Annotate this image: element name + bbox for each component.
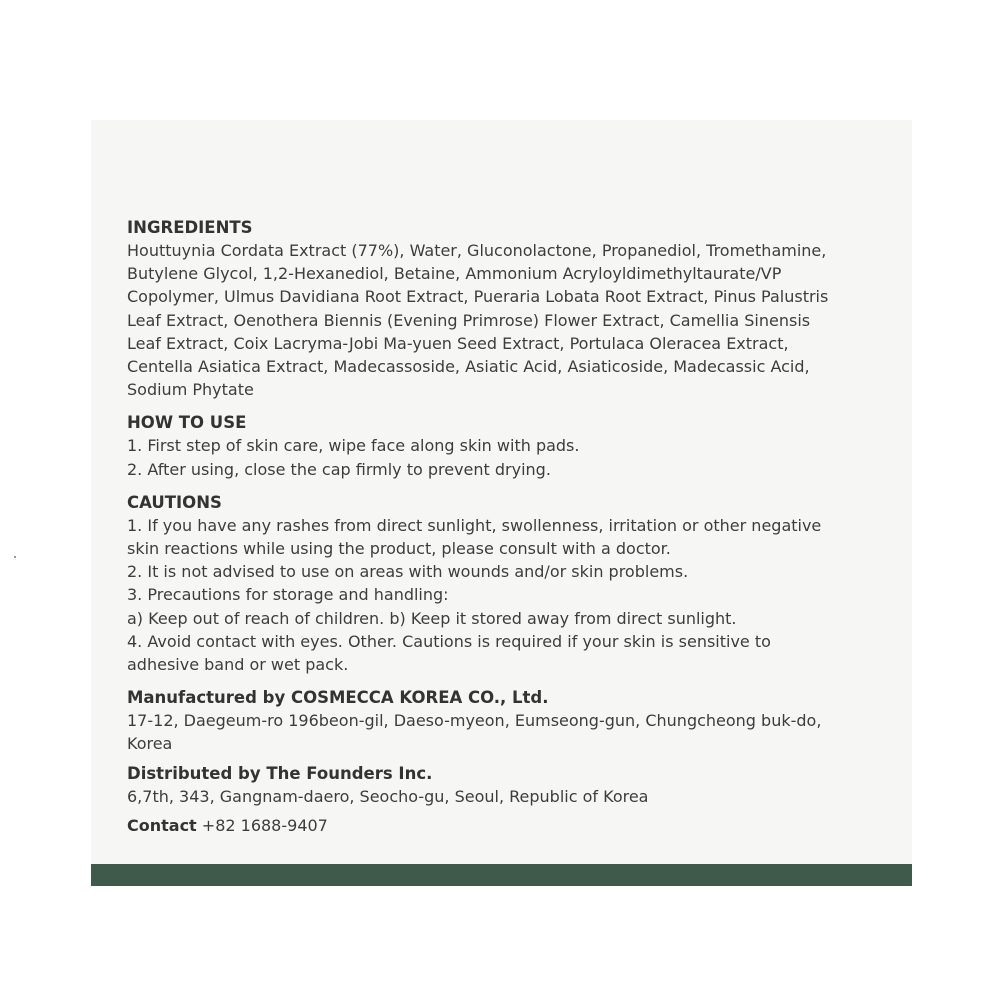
label-text-block bbox=[127, 216, 873, 847]
how-to-use-section bbox=[127, 411, 873, 480]
ingredients-line: Copolymer, Ulmus Davidiana Root Extract, Pueraria Lobata Root Extract, Pinus Palustris bbox=[127, 287, 829, 307]
contact-label: Contact bbox=[127, 815, 197, 835]
distributor-heading: Distributed by The Founders Inc. bbox=[127, 763, 433, 783]
ingredients-line: Sodium Phytate bbox=[127, 380, 254, 400]
dust-speck bbox=[14, 556, 16, 558]
distributor-address-line: 6,7th, 343, Gangnam-daero, Seocho-gu, Seoul, Republic of Korea bbox=[127, 786, 649, 806]
how-to-use-heading: HOW TO USE bbox=[127, 413, 247, 433]
manufacturer-section bbox=[127, 686, 873, 755]
cautions-section bbox=[127, 491, 873, 676]
contact-line bbox=[127, 814, 873, 837]
caution-line: skin reactions while using the product, please consult with a doctor. bbox=[127, 539, 671, 559]
manufacturer-address-line: Korea bbox=[127, 734, 173, 754]
caution-line: 4. Avoid contact with eyes. Other. Cautions is required if your skin is sensitive to bbox=[127, 631, 771, 651]
caution-line: 3. Precautions for storage and handling: bbox=[127, 585, 449, 605]
green-band-stripe bbox=[91, 864, 912, 886]
caution-line: 1. If you have any rashes from direct sunlight, swollenness, irritation or other negative bbox=[127, 515, 822, 535]
caution-line: 2. It is not advised to use on areas with wounds and/or skin problems. bbox=[127, 562, 689, 582]
how-to-use-step: 2. After using, close the cap firmly to prevent drying. bbox=[127, 459, 551, 479]
ingredients-line: Leaf Extract, Coix Lacryma-Jobi Ma-yuen Seed Extract, Portulaca Oleracea Extract, bbox=[127, 333, 789, 353]
how-to-use-step: 1. First step of skin care, wipe face along skin with pads. bbox=[127, 436, 580, 456]
manufacturer-address-line: 17-12, Daegeum-ro 196beon-gil, Daeso-myeon, Eumseong-gun, Chungcheong buk-do, bbox=[127, 711, 822, 731]
ingredients-section bbox=[127, 216, 873, 401]
contact-phone: +82 1688-9407 bbox=[196, 815, 328, 835]
caution-line: adhesive band or wet pack. bbox=[127, 655, 349, 675]
product-label bbox=[91, 120, 912, 886]
contact-section bbox=[127, 814, 873, 837]
ingredients-heading: INGREDIENTS bbox=[127, 218, 253, 237]
distributor-section bbox=[127, 762, 873, 808]
ingredients-line: Houttuynia Cordata Extract (77%), Water, Gluconolactone, Propanediol, Tromethamine, bbox=[127, 241, 827, 260]
ingredients-line: Centella Asiatica Extract, Madecassoside, Asiatic Acid, Asiaticoside, Madecassic Acid, bbox=[127, 357, 810, 377]
caution-line: a) Keep out of reach of children. b) Keep it stored away from direct sunlight. bbox=[127, 608, 737, 628]
ingredients-line: Butylene Glycol, 1,2-Hexanediol, Betaine, Ammonium Acryloyldimethyltaurate/VP bbox=[127, 264, 782, 284]
cautions-heading: CAUTIONS bbox=[127, 492, 222, 512]
manufacturer-heading: Manufactured by COSMECCA KOREA CO., Ltd. bbox=[127, 688, 549, 708]
ingredients-line: Leaf Extract, Oenothera Biennis (Evening Primrose) Flower Extract, Camellia Sinensis bbox=[127, 310, 811, 330]
